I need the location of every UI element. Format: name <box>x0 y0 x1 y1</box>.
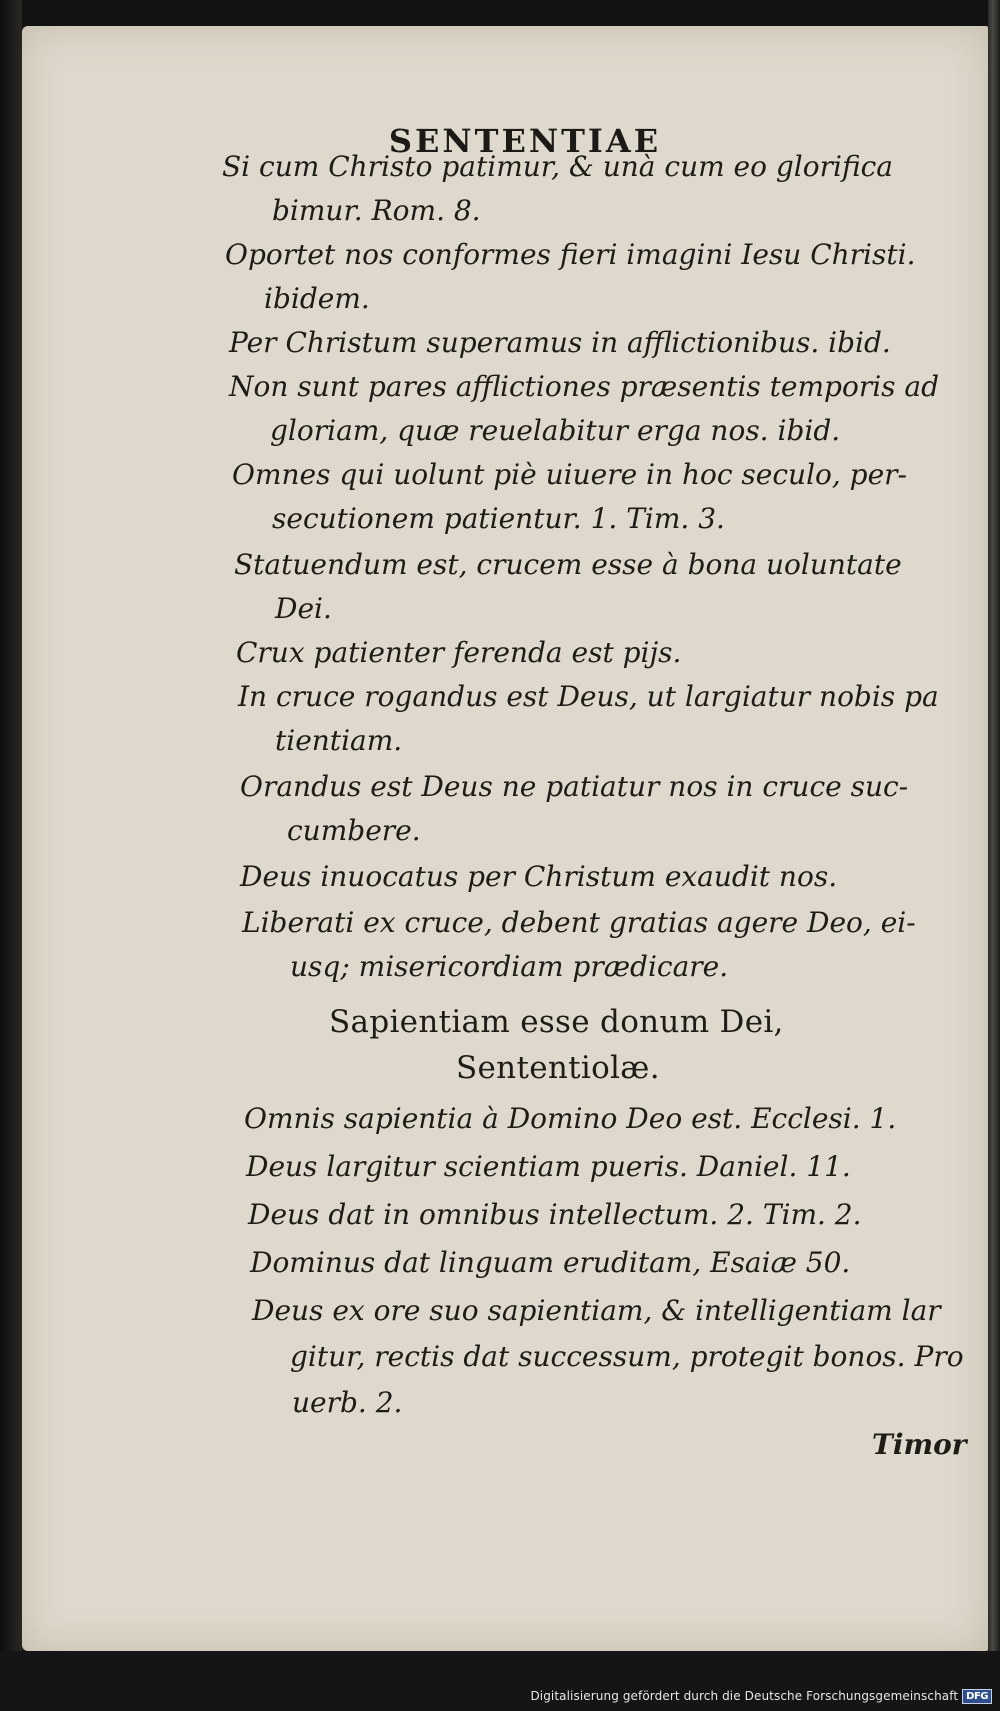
entry-11-line-2: usq; misericordiam prædicare. <box>290 950 729 983</box>
entry-2-line-1: Oportet nos conformes fieri imagini Iesu Christi. <box>225 238 916 271</box>
entry-5-line-1: Omnes qui uolunt piè uiuere in hoc seculo, per- <box>232 458 908 491</box>
entry-9-line-2: cumbere. <box>287 814 421 847</box>
entry-5-line-2: secutionem patientur. 1. Tim. 3. <box>272 502 725 535</box>
entry-8-line-1: In cruce rogandus est Deus, ut largiatur nobis pa <box>238 680 939 713</box>
entry-6-line-2: Dei. <box>275 592 332 625</box>
scan-background-top <box>0 0 1000 26</box>
entry-1-line-1: Si cum Christo patimur, & unà cum eo glorifica <box>222 150 894 183</box>
catchword: Timor <box>872 1428 967 1461</box>
credit-text: Digitalisierung gefördert durch die Deutsche Forschungsgemeinschaft <box>530 1689 959 1703</box>
page-stack-edge <box>988 0 1000 1711</box>
section-heading-line-1: Sapientiam esse donum Dei, <box>329 1004 784 1040</box>
wisdom-entry-5-line-1: Deus ex ore suo sapientiam, & intelligentiam lar <box>252 1294 941 1327</box>
book-page <box>22 26 988 1651</box>
book-binding <box>0 0 22 1711</box>
wisdom-entry-5-line-2: gitur, rectis dat successum, protegit bonos. Pro <box>290 1340 964 1373</box>
entry-4-line-1: Non sunt pares afflictiones præsentis temporis ad <box>229 370 940 403</box>
wisdom-entry-1: Omnis sapientia à Domino Deo est. Ecclesi. 1. <box>244 1102 897 1135</box>
entry-11-line-1: Liberati ex cruce, debent gratias agere Deo, ei- <box>242 906 916 939</box>
entry-7-line-1: Crux patienter ferenda est pijs. <box>236 636 682 669</box>
entry-4-line-2: gloriam, quæ reuelabitur erga nos. ibid. <box>270 414 841 447</box>
entry-2-line-2: ibidem. <box>264 282 370 315</box>
running-head: SENTENTIAE <box>388 122 662 160</box>
entry-8-line-2: tientiam. <box>275 724 403 757</box>
section-heading-line-2: Sententiolæ. <box>456 1050 660 1086</box>
entry-1-line-2: bimur. Rom. 8. <box>272 194 481 227</box>
wisdom-entry-2: Deus largitur scientiam pueris. Daniel. 11. <box>246 1150 851 1183</box>
digitization-credit <box>530 1685 992 1707</box>
entry-3-line-1: Per Christum superamus in afflictionibus. ibid. <box>229 326 891 359</box>
wisdom-entry-3: Deus dat in omnibus intellectum. 2. Tim. 2. <box>248 1198 862 1231</box>
wisdom-entry-5-line-3: uerb. 2. <box>292 1386 403 1419</box>
entry-10-line-1: Deus inuocatus per Christum exaudit nos. <box>240 860 838 893</box>
entry-9-line-1: Orandus est Deus ne patiatur nos in cruce suc- <box>240 770 909 803</box>
entry-6-line-1: Statuendum est, crucem esse à bona uoluntate <box>234 548 902 581</box>
wisdom-entry-4: Dominus dat linguam eruditam, Esaiæ 50. <box>250 1246 851 1279</box>
dfg-logo-icon: DFG <box>962 1689 992 1704</box>
